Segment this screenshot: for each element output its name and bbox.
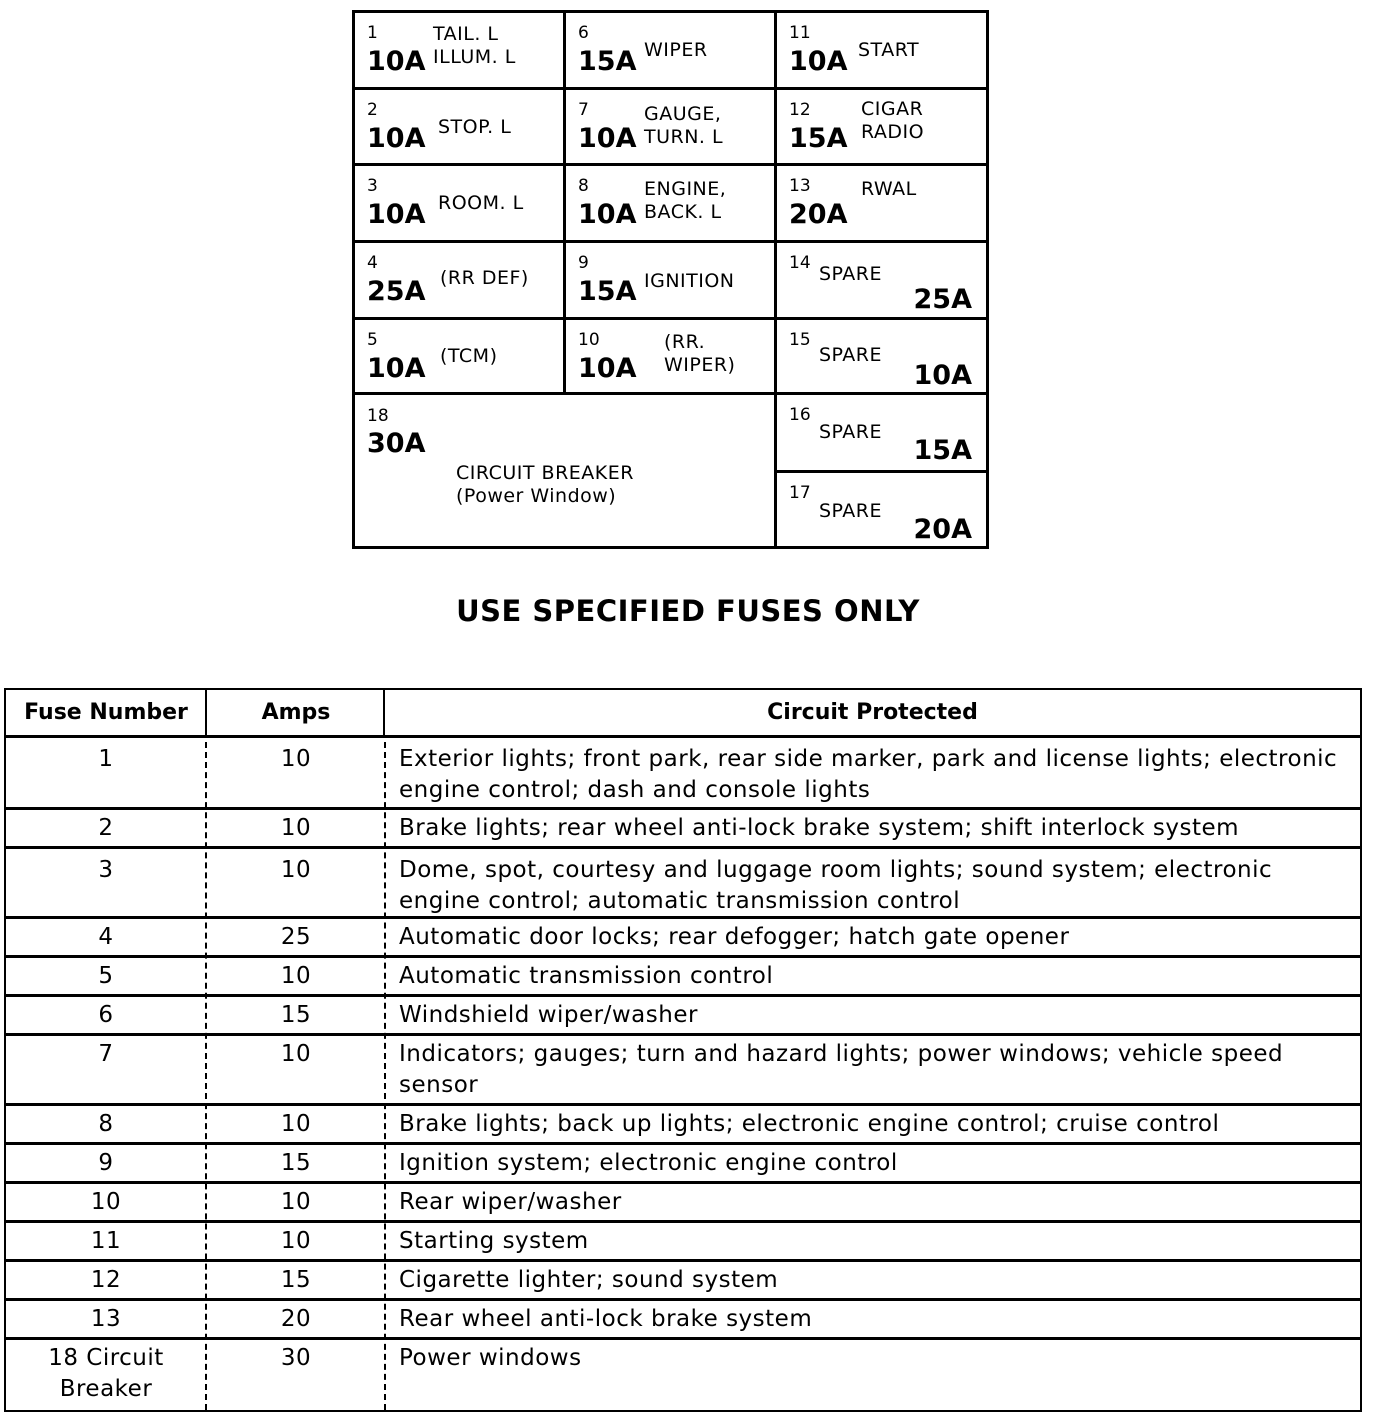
fuse-cell-15 xyxy=(777,320,986,392)
fuse-number-cell: 3 xyxy=(98,857,114,883)
fuse-amperage: 15A xyxy=(789,123,848,154)
fuse-label: IGNITION xyxy=(644,270,735,292)
amps-cell: 10 xyxy=(280,1111,312,1137)
circuit-cell: Indicators; gauges; turn and hazard lights; power windows; vehicle speed sensor xyxy=(399,1041,1284,1098)
fuse-label: CIGAR RADIO xyxy=(861,98,925,143)
fuse-cell-6 xyxy=(566,13,774,87)
circuit-cell: Automatic transmission control xyxy=(399,963,774,989)
fuse-label: SPARE xyxy=(819,263,883,285)
fuse-number-cell: 9 xyxy=(98,1150,114,1176)
fuse-label: SPARE xyxy=(819,421,883,443)
fuse-amperage: 10A xyxy=(789,46,848,77)
fuse-amperage: 15A xyxy=(578,46,637,77)
circuit-cell: Dome, spot, courtesy and luggage room lights; sound system; electronic engine control; automatic transmission control xyxy=(399,857,1273,914)
fuse-number: 6 xyxy=(578,23,589,43)
fuse-label: START xyxy=(858,39,920,61)
amps-cell: 20 xyxy=(280,1306,312,1332)
fuse-amperage: 10A xyxy=(367,353,426,384)
amps-cell: 10 xyxy=(280,1189,312,1215)
fuse-cell-8 xyxy=(566,166,774,240)
fuse-box-diagram xyxy=(352,10,989,549)
table-row xyxy=(6,1223,1360,1262)
table-row xyxy=(6,1036,1360,1106)
fuse-number: 14 xyxy=(789,253,811,273)
circuit-cell: Starting system xyxy=(399,1228,589,1254)
circuit-cell: Windshield wiper/washer xyxy=(399,1002,698,1028)
circuit-cell: Rear wiper/washer xyxy=(399,1189,622,1215)
fuse-label: ROOM. L xyxy=(438,192,524,214)
circuit-cell: Brake lights; rear wheel anti-lock brake system; shift interlock system xyxy=(399,815,1240,841)
table-header xyxy=(6,690,1360,738)
fuse-label: WIPER xyxy=(644,39,708,61)
fuse-label: GAUGE, TURN. L xyxy=(644,103,724,148)
circuit-cell: Brake lights; back up lights; electronic engine control; cruise control xyxy=(399,1111,1220,1137)
fuse-label: SPARE xyxy=(819,344,883,366)
fuse-cell-11 xyxy=(777,13,986,87)
fuse-label: TAIL. L ILLUM. L xyxy=(433,23,516,68)
fuse-number: 10 xyxy=(578,330,600,350)
fuse-cell-14 xyxy=(777,243,986,317)
fuse-number: 12 xyxy=(789,100,811,120)
fuse-number: 16 xyxy=(789,405,811,425)
circuit-cell: Automatic door locks; rear defogger; hatch gate opener xyxy=(399,924,1070,950)
amps-cell: 10 xyxy=(280,815,312,841)
fuse-number: 13 xyxy=(789,176,811,196)
amps-cell: 10 xyxy=(280,857,312,883)
table-row xyxy=(6,1340,1360,1410)
amps-cell: 10 xyxy=(280,963,312,989)
fuse-table xyxy=(4,688,1362,1412)
fuse-cell-12 xyxy=(777,90,986,163)
use-specified-fuses-notice: USE SPECIFIED FUSES ONLY xyxy=(456,594,920,628)
amps-cell: 15 xyxy=(280,1002,312,1028)
fuse-label: SPARE xyxy=(819,500,883,522)
fuse-number-cell: 10 xyxy=(90,1189,122,1215)
circuit-cell: Ignition system; electronic engine control xyxy=(399,1150,898,1176)
fuse-number: 1 xyxy=(367,23,378,43)
fuse-number: 3 xyxy=(367,176,378,196)
table-row xyxy=(6,849,1360,919)
fuse-number-cell: 11 xyxy=(90,1228,122,1254)
fuse-number: 7 xyxy=(578,100,589,120)
fuse-label: (RR DEF) xyxy=(440,267,529,289)
fuse-label: RWAL xyxy=(861,178,917,200)
fuse-number: 4 xyxy=(367,253,378,273)
fuse-cell-7 xyxy=(566,90,774,163)
fuse-amperage: 10A xyxy=(578,199,637,230)
amps-cell: 10 xyxy=(280,746,312,772)
amps-cell: 15 xyxy=(280,1150,312,1176)
fuse-label: (RR. WIPER) xyxy=(664,331,736,376)
fuse-cell-2 xyxy=(355,90,563,163)
fuse-amperage: 30A xyxy=(367,428,426,459)
fuse-number-cell: 8 xyxy=(98,1111,114,1137)
amps-cell: 30 xyxy=(280,1345,312,1371)
fuse-cell-4 xyxy=(355,243,563,317)
table-row xyxy=(6,1184,1360,1223)
circuit-cell: Exterior lights; front park, rear side marker, park and license lights; electronic engine control; dash and console lights xyxy=(399,746,1338,803)
fuse-label: STOP. L xyxy=(438,116,512,138)
fuse-amperage: 15A xyxy=(913,435,972,466)
fuse-number: 5 xyxy=(367,330,378,350)
fuse-amperage: 15A xyxy=(578,276,637,307)
fuse-number-cell: 6 xyxy=(98,1002,114,1028)
fuse-amperage: 10A xyxy=(578,123,637,154)
amps-cell: 15 xyxy=(280,1267,312,1293)
column-separator xyxy=(384,742,386,1410)
fuse-amperage: 10A xyxy=(367,199,426,230)
table-row xyxy=(6,738,1360,810)
fuse-cell-10 xyxy=(566,320,774,392)
fuse-amperage: 25A xyxy=(367,276,426,307)
header-amps: Amps xyxy=(261,700,331,725)
fuse-amperage: 10A xyxy=(367,46,426,77)
column-separator xyxy=(205,742,207,1410)
fuse-number: 11 xyxy=(789,23,811,43)
fuse-number: 8 xyxy=(578,176,589,196)
fuse-number-cell: 7 xyxy=(98,1041,114,1067)
fuse-amperage: 10A xyxy=(367,123,426,154)
amps-cell: 10 xyxy=(280,1041,312,1067)
fuse-label: ENGINE, BACK. L xyxy=(644,178,727,223)
fuse-cell-1 xyxy=(355,13,563,87)
fuse-cell-18-circuit-breaker xyxy=(355,395,774,546)
circuit-cell: Cigarette lighter; sound system xyxy=(399,1267,779,1293)
table-row xyxy=(6,1106,1360,1145)
fuse-number-cell: 18 Circuit Breaker xyxy=(48,1345,164,1402)
fuse-number-cell: 1 xyxy=(98,746,114,772)
fuse-number: 2 xyxy=(367,100,378,120)
fuse-amperage: 20A xyxy=(913,514,972,545)
fuse-amperage: 20A xyxy=(789,199,848,230)
table-row xyxy=(6,1301,1360,1340)
table-row xyxy=(6,958,1360,997)
fuse-number-cell: 4 xyxy=(98,924,114,950)
fuse-label: CIRCUIT BREAKER (Power Window) xyxy=(456,462,634,507)
fuse-cell-9 xyxy=(566,243,774,317)
circuit-cell: Rear wheel anti-lock brake system xyxy=(399,1306,813,1332)
fuse-cell-3 xyxy=(355,166,563,240)
fuse-number: 9 xyxy=(578,253,589,273)
table-row xyxy=(6,1145,1360,1184)
amps-cell: 25 xyxy=(280,924,312,950)
fuse-amperage: 10A xyxy=(913,360,972,391)
circuit-cell: Power windows xyxy=(399,1345,582,1371)
fuse-cell-13 xyxy=(777,166,986,240)
fuse-number-cell: 2 xyxy=(98,815,114,841)
fuse-cell-16 xyxy=(777,395,986,470)
table-row xyxy=(6,810,1360,849)
amps-cell: 10 xyxy=(280,1228,312,1254)
table-row xyxy=(6,919,1360,958)
fuse-number: 15 xyxy=(789,330,811,350)
fuse-label: (TCM) xyxy=(440,345,498,367)
fuse-amperage: 25A xyxy=(913,284,972,315)
fuse-number: 17 xyxy=(789,483,811,503)
header-fuse-number: Fuse Number xyxy=(24,700,188,725)
table-row xyxy=(6,1262,1360,1301)
fuse-number-cell: 13 xyxy=(90,1306,122,1332)
fuse-number-cell: 5 xyxy=(98,963,114,989)
fuse-cell-5 xyxy=(355,320,563,392)
fuse-amperage: 10A xyxy=(578,353,637,384)
table-row xyxy=(6,997,1360,1036)
header-circuit-protected: Circuit Protected xyxy=(767,700,978,725)
fuse-number-cell: 12 xyxy=(90,1267,122,1293)
fuse-cell-17 xyxy=(777,473,986,546)
fuse-number: 18 xyxy=(367,406,389,426)
